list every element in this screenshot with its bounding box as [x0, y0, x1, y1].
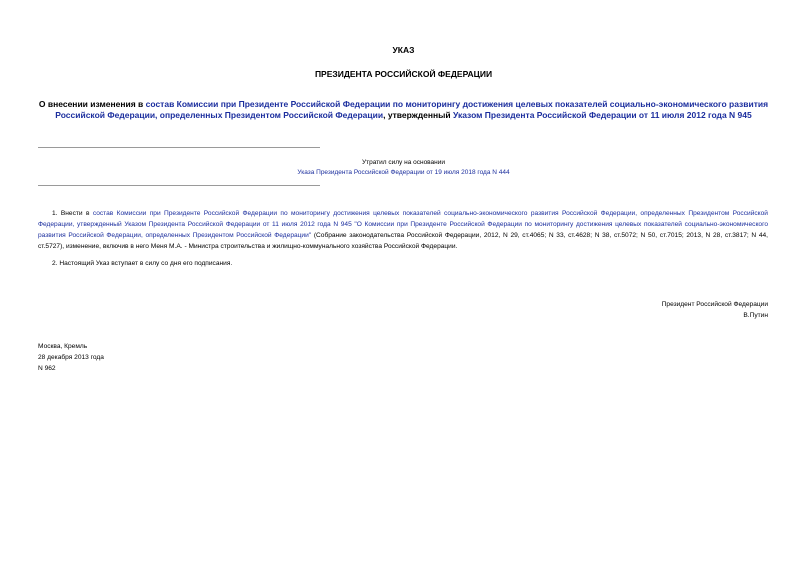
signatory-name: В.Путин	[743, 312, 768, 319]
signing-place: Москва, Кремль	[38, 343, 88, 350]
signing-date: 28 декабря 2013 года	[38, 354, 104, 361]
paragraph-2: 2. Настоящий Указ вступает в силу со дня его подписания.	[52, 260, 233, 267]
subject-prefix: О внесении изменения в	[38, 99, 146, 109]
signature-block	[662, 299, 768, 321]
commission-composition-link[interactable]: состав Комиссии при Президенте Российской Федерации по мониторингу достижения целевых показателей социально-экономического развития Российской Федерации, определенных Президентом Российской Федерации	[55, 99, 769, 120]
paragraph-1	[38, 208, 768, 252]
decree-444-link[interactable]: Указа Президента Российской Федерации от 19 июля 2018 года N 444	[297, 169, 510, 176]
document-subject	[38, 99, 769, 121]
place-date-block	[38, 341, 104, 374]
decree-945-link[interactable]: Указом Президента Российской Федерации от 11 июля 2012 года N 945	[453, 110, 752, 120]
paragraph-1-prefix: 1. Внести в	[52, 210, 93, 217]
decree-number: N 962	[38, 365, 56, 372]
subject-middle: , утвержденный	[383, 110, 453, 120]
document-type-heading: УКАЗ	[392, 45, 415, 55]
lost-force-label: Утратил силу на основании	[361, 159, 446, 166]
bottom-divider	[38, 185, 320, 186]
top-divider	[38, 147, 320, 148]
signatory-position: Президент Российской Федерации	[661, 301, 768, 308]
commission-decree-link[interactable]: состав Комиссии при Президенте Российской Федерации по мониторингу достижения целевых показателей социально-экономического развития Российской Федерации, определенных Президентом Российской Федерации, утвержденный Указом Президента Российской Федерации от 11 июля 2012 года N 945 "О Комиссии при Президенте Российской Федерации по мониторингу достижения целевых показателей социально-экономического развития Российской Федерации, определенных Президентом Российской Федерации"	[38, 210, 768, 239]
paragraph-1-suffix: (Собрание законодательства Российской Федерации, 2012, N 29, ст.4065; N 33, ст.4628; N 38, ст.5072; N 50, ст.7015; 2013, N 28, ст.3817; N 44, ст.5727), изменение, включив в него Меня М.А. - Министра строительства и жилищно-коммунального хозяйства Российской Федерации.	[38, 232, 768, 250]
issuer-heading: ПРЕЗИДЕНТА РОССИЙСКОЙ ФЕДЕРАЦИИ	[314, 69, 493, 79]
